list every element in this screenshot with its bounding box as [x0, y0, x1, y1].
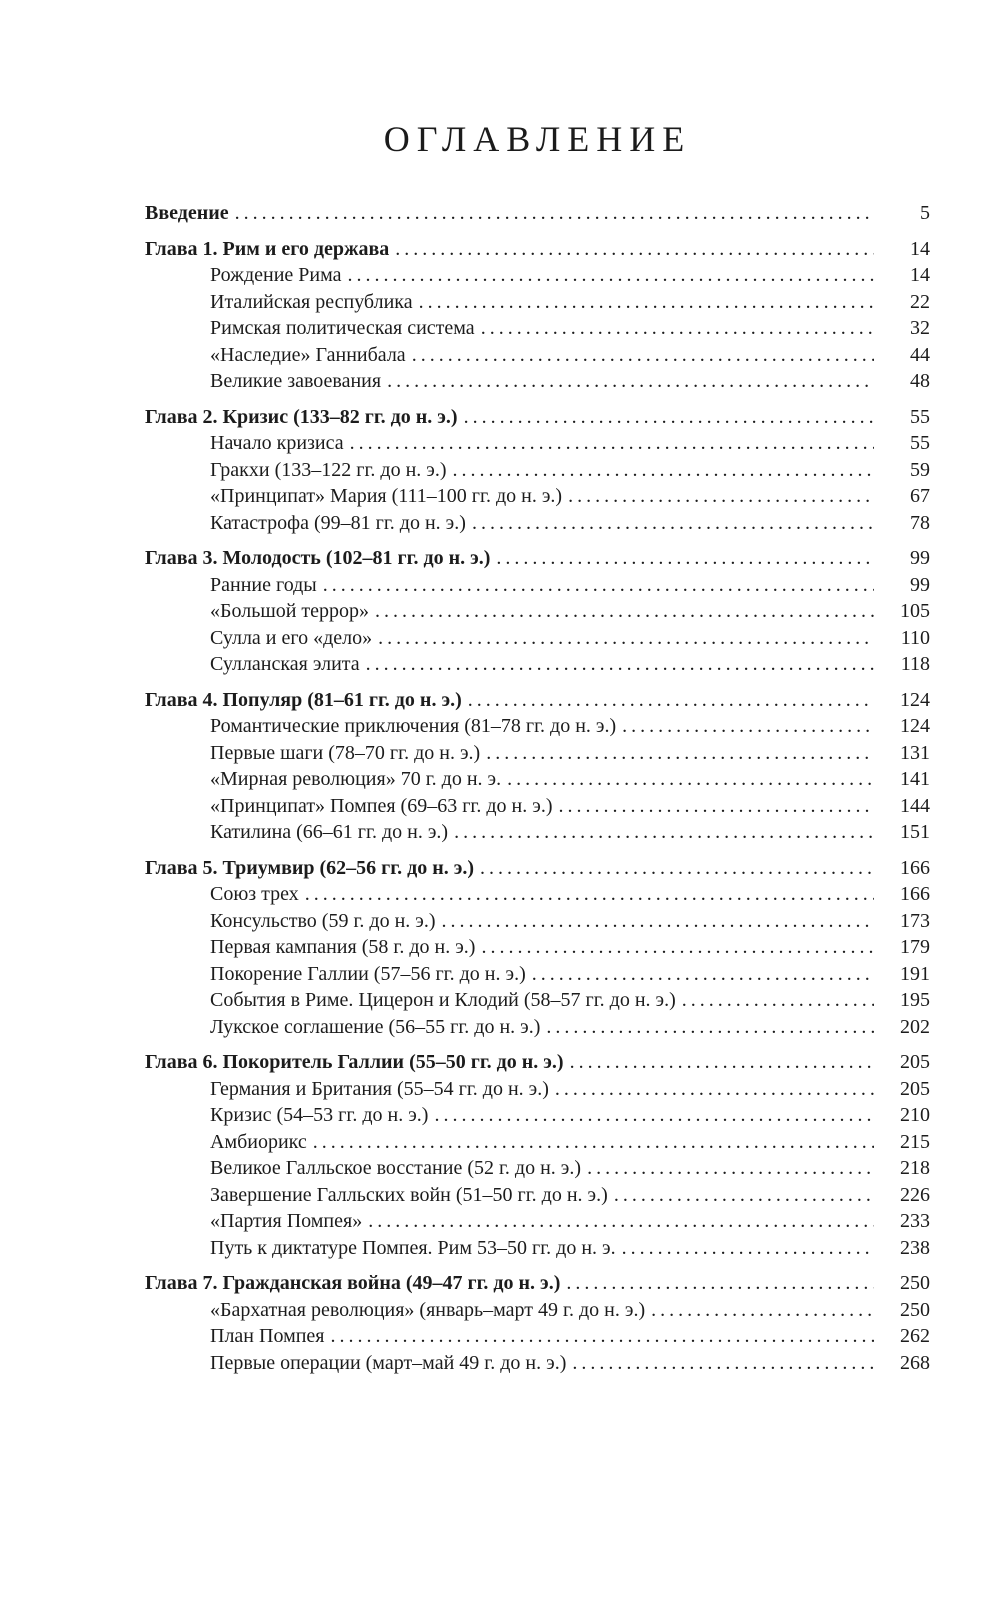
dot-leader — [305, 881, 874, 908]
toc-entry-label: Глава 4. Популяр (81–61 гг. до н. э.) — [145, 688, 462, 711]
toc-entry-label: События в Риме. Цицерон и Клодий (58–57 гг. до н. э.) — [210, 989, 676, 1011]
toc-entry-page: 202 — [900, 1015, 930, 1038]
toc-entry-label: Первые операции (март–май 49 г. до н. э.) — [210, 1351, 567, 1374]
dot-leader — [368, 1208, 874, 1235]
toc-section-row — [145, 1350, 930, 1377]
dot-leader — [507, 766, 874, 793]
toc-entry-label: Катилина (66–61 гг. до н. э.) — [210, 821, 449, 843]
toc-entry-label: Германия и Британия (55–54 гг. до н. э.) — [210, 1077, 549, 1100]
toc-entry-page: 233 — [900, 1210, 930, 1232]
toc-entry-label: Союз трех — [210, 883, 299, 905]
toc-entry-page: 55 — [910, 432, 930, 454]
toc-section-row — [145, 766, 930, 793]
toc-entry-label: Глава 7. Гражданская война (49–47 гг. до н. э.) — [145, 1272, 561, 1294]
toc-entry-label: Романтические приключения (81–78 гг. до н. э.) — [210, 715, 617, 737]
dot-leader — [481, 315, 874, 342]
dot-leader — [468, 687, 874, 714]
toc-section-row — [145, 483, 930, 510]
toc-entry-page: 268 — [900, 1351, 930, 1374]
dot-leader — [366, 651, 874, 678]
toc-entry-label: «Партия Помпея» — [210, 1210, 363, 1232]
dot-leader — [481, 934, 874, 961]
toc-entry-page: 32 — [910, 317, 930, 339]
toc-section-row — [145, 987, 930, 1014]
toc-entry-label: «Мирная революция» 70 г. до н. э. — [210, 768, 502, 790]
toc-section-row — [145, 881, 930, 908]
toc-entry-page: 67 — [910, 485, 930, 507]
toc-chapter-row — [145, 200, 930, 227]
toc-chapter-row — [145, 855, 930, 882]
toc-entry-page: 22 — [910, 290, 930, 313]
toc-entry-label: Ранние годы — [210, 573, 317, 596]
dot-leader — [587, 1155, 874, 1182]
toc-section-row — [145, 262, 930, 289]
dot-leader — [375, 598, 874, 625]
toc-section-row — [145, 430, 930, 457]
dot-leader — [568, 483, 874, 510]
dot-leader — [434, 1102, 874, 1129]
toc-section-row — [145, 572, 930, 599]
dot-leader — [570, 1049, 874, 1076]
toc-section-row — [145, 740, 930, 767]
toc-entry-label: Сулла и его «дело» — [210, 626, 373, 649]
dot-leader — [412, 342, 874, 369]
toc-entry-label: Рождение Рима — [210, 264, 342, 286]
toc-entry-label: Великие завоевания — [210, 370, 382, 392]
toc-entry-page: 44 — [910, 343, 930, 366]
dot-leader — [496, 545, 874, 572]
toc-chapter-row — [145, 236, 930, 263]
dot-leader — [453, 457, 874, 484]
toc-entry-page: 226 — [900, 1183, 930, 1206]
toc-entry-label: Глава 6. Покоритель Галлии (55–50 гг. до н. э.) — [145, 1051, 564, 1073]
page-title: ОГЛАВЛЕНИЕ — [383, 119, 692, 159]
toc-entry-page: 124 — [900, 688, 930, 711]
toc-entry-page: 151 — [900, 821, 930, 843]
toc-entry-page: 205 — [900, 1051, 930, 1073]
toc-entry-page: 14 — [910, 264, 930, 286]
toc-entry-label: Лукское соглашение (56–55 гг. до н. э.) — [210, 1015, 541, 1038]
dot-leader — [559, 793, 875, 820]
toc-entry-page: 195 — [900, 989, 930, 1011]
toc-entry-page: 262 — [900, 1325, 930, 1347]
dot-leader — [532, 961, 874, 988]
dot-leader — [682, 987, 874, 1014]
toc-entry-page: 118 — [900, 653, 930, 675]
toc-entry-page: 250 — [900, 1298, 930, 1321]
toc-entry-page: 78 — [910, 511, 930, 534]
toc-entry-page: 210 — [900, 1104, 930, 1126]
toc-section-row — [145, 510, 930, 537]
dot-leader — [572, 1350, 874, 1377]
toc-entry-page: 250 — [900, 1272, 930, 1294]
toc-section-row — [145, 793, 930, 820]
book-page — [145, 118, 930, 1376]
toc-entry-page: 59 — [910, 458, 930, 481]
dot-leader — [331, 1323, 874, 1350]
toc-entry-label: «Большой террор» — [210, 600, 370, 622]
toc-entry-label: Первая кампания (58 г. до н. э.) — [210, 936, 476, 958]
toc-entry-page: 166 — [900, 883, 930, 905]
toc-entry-label: План Помпея — [210, 1325, 325, 1347]
dot-leader — [651, 1297, 874, 1324]
toc-entry-page: 173 — [900, 909, 930, 932]
toc-entry-page: 238 — [900, 1236, 930, 1259]
toc-entry-page: 218 — [900, 1157, 930, 1179]
toc-entry-label: Завершение Галльских войн (51–50 гг. до н. э.) — [210, 1183, 608, 1206]
toc-entry-label: Сулланская элита — [210, 653, 360, 675]
toc-chapter-row — [145, 1270, 930, 1297]
dot-leader — [546, 1014, 874, 1041]
toc-entry-label: Введение — [145, 202, 229, 224]
dot-leader — [387, 368, 874, 395]
toc-section-row — [145, 1323, 930, 1350]
toc-entry-label: Начало кризиса — [210, 432, 344, 454]
dot-leader — [350, 430, 874, 457]
toc-entry-page: 215 — [900, 1130, 930, 1153]
toc-entry-label: Гракхи (133–122 гг. до н. э.) — [210, 458, 447, 481]
toc-section-row — [145, 342, 930, 369]
toc-entry-label: «Наследие» Ганнибала — [210, 343, 406, 366]
toc-entry-page: 166 — [900, 856, 930, 879]
toc-entry-page: 48 — [910, 370, 930, 392]
dot-leader — [555, 1076, 874, 1103]
toc-entry-page: 105 — [900, 600, 930, 622]
dot-leader — [486, 740, 874, 767]
toc-entry-label: Глава 5. Триумвир (62–56 гг. до н. э.) — [145, 856, 475, 879]
toc-entry-page: 141 — [900, 768, 930, 790]
toc-entry-label: Катастрофа (99–81 гг. до н. э.) — [210, 511, 466, 534]
toc-section-row — [145, 598, 930, 625]
toc-section-row — [145, 457, 930, 484]
toc-entry-label: Амбиорикс — [210, 1130, 307, 1153]
toc-section-row — [145, 934, 930, 961]
dot-leader — [395, 236, 874, 263]
toc-section-row — [145, 713, 930, 740]
dot-leader — [419, 289, 874, 316]
toc-entry-label: Великое Галльское восстание (52 г. до н. э.) — [210, 1157, 582, 1179]
toc-entry-page: 191 — [900, 962, 930, 985]
toc-section-row — [145, 368, 930, 395]
toc-section-row — [145, 651, 930, 678]
toc-chapter-row — [145, 687, 930, 714]
dot-leader — [614, 1182, 874, 1209]
dot-leader — [464, 404, 874, 431]
toc-section-row — [145, 1014, 930, 1041]
toc-entry-page: 14 — [910, 237, 930, 260]
toc-entry-label: Кризис (54–53 гг. до н. э.) — [210, 1104, 429, 1126]
dot-leader — [323, 572, 874, 599]
toc-section-row — [145, 1155, 930, 1182]
dot-leader — [566, 1270, 874, 1297]
dot-leader — [313, 1129, 874, 1156]
toc-entry-label: Римская политическая система — [210, 317, 475, 339]
toc-entry-page: 110 — [900, 626, 930, 649]
toc-entry-page: 55 — [910, 405, 930, 428]
toc-section-row — [145, 1076, 930, 1103]
toc-entry-page: 99 — [910, 573, 930, 596]
toc-entry-label: Покорение Галлии (57–56 гг. до н. э.) — [210, 962, 526, 985]
toc-entry-label: Первые шаги (78–70 гг. до н. э.) — [210, 741, 481, 764]
toc-entry-page: 131 — [900, 741, 930, 764]
toc-entry-label: Глава 3. Молодость (102–81 гг. до н. э.) — [145, 547, 491, 569]
toc-entry-label: «Принципат» Мария (111–100 гг. до н. э.) — [210, 485, 563, 507]
toc-chapter-row — [145, 1049, 930, 1076]
dot-leader — [480, 855, 874, 882]
toc-section-row — [145, 1182, 930, 1209]
toc-section-row — [145, 1102, 930, 1129]
dot-leader — [622, 713, 874, 740]
toc-section-row — [145, 625, 930, 652]
toc-entry-label: Италийская республика — [210, 290, 413, 313]
dot-leader — [235, 200, 874, 227]
toc-entry-label: Глава 1. Рим и его держава — [145, 237, 390, 260]
toc-entry-label: «Принципат» Помпея (69–63 гг. до н. э.) — [210, 794, 553, 817]
toc-section-row — [145, 908, 930, 935]
table-of-contents — [145, 200, 930, 1376]
toc-section-row — [145, 819, 930, 846]
toc-section-row — [145, 1208, 930, 1235]
dot-leader — [442, 908, 874, 935]
dot-leader — [622, 1235, 874, 1262]
toc-entry-page: 124 — [900, 715, 930, 737]
toc-chapter-row — [145, 404, 930, 431]
dot-leader — [378, 625, 874, 652]
dot-leader — [472, 510, 874, 537]
toc-section-row — [145, 315, 930, 342]
toc-section-row — [145, 1129, 930, 1156]
toc-entry-label: Консульство (59 г. до н. э.) — [210, 909, 436, 932]
toc-section-row — [145, 961, 930, 988]
dot-leader — [454, 819, 874, 846]
toc-entry-page: 205 — [900, 1077, 930, 1100]
toc-section-row — [145, 1297, 930, 1324]
dot-leader — [348, 262, 874, 289]
toc-entry-label: Путь к диктатуре Помпея. Рим 53–50 гг. до н. э. — [210, 1236, 616, 1259]
toc-entry-page: 179 — [900, 936, 930, 958]
toc-entry-page: 144 — [900, 794, 930, 817]
toc-entry-page: 5 — [920, 202, 930, 224]
toc-section-row — [145, 289, 930, 316]
toc-chapter-row — [145, 545, 930, 572]
toc-entry-page: 99 — [910, 547, 930, 569]
toc-section-row — [145, 1235, 930, 1262]
toc-entry-label: «Бархатная революция» (январь–март 49 г. до н. э.) — [210, 1298, 646, 1321]
toc-entry-label: Глава 2. Кризис (133–82 гг. до н. э.) — [145, 405, 458, 428]
